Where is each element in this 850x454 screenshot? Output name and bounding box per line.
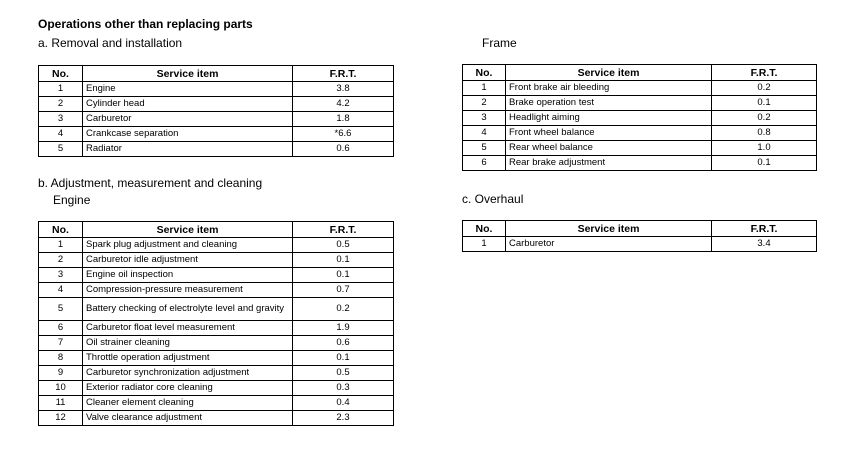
service-item: Carburetor float level measurement xyxy=(83,321,293,336)
row-number: 11 xyxy=(39,396,83,411)
table-row xyxy=(39,112,394,127)
section-b-label: b. Adjustment, measurement and cleaning xyxy=(38,176,263,190)
frt-value: 0.5 xyxy=(293,238,394,253)
frt-value: 0.4 xyxy=(293,396,394,411)
col-frt: F.R.T. xyxy=(293,222,394,238)
frt-value: 1.8 xyxy=(293,112,394,127)
table-row xyxy=(39,411,394,426)
service-item: Carburetor xyxy=(83,112,293,127)
table-row xyxy=(463,141,817,156)
row-number: 12 xyxy=(39,411,83,426)
row-number: 10 xyxy=(39,381,83,396)
frt-value: 2.3 xyxy=(293,411,394,426)
service-item: Radiator xyxy=(83,142,293,157)
frt-value: 1.0 xyxy=(712,141,817,156)
col-service-item: Service item xyxy=(506,221,712,237)
service-item: Rear brake adjustment xyxy=(506,156,712,171)
frt-value: 0.2 xyxy=(293,298,394,321)
table-row xyxy=(39,298,394,321)
col-frt: F.R.T. xyxy=(712,65,817,81)
service-item: Spark plug adjustment and cleaning xyxy=(83,238,293,253)
frt-value: 4.2 xyxy=(293,97,394,112)
frt-value: *6.6 xyxy=(293,127,394,142)
row-number: 5 xyxy=(463,141,506,156)
service-item: Carburetor idle adjustment xyxy=(83,253,293,268)
table-row xyxy=(39,351,394,366)
table-row xyxy=(39,283,394,298)
frt-value: 0.2 xyxy=(712,111,817,126)
engine-table xyxy=(38,221,394,426)
table-row xyxy=(463,111,817,126)
service-item: Oil strainer cleaning xyxy=(83,336,293,351)
col-service-item: Service item xyxy=(83,66,293,82)
frt-value: 0.6 xyxy=(293,142,394,157)
col-no: No. xyxy=(463,221,506,237)
row-number: 3 xyxy=(463,111,506,126)
row-number: 7 xyxy=(39,336,83,351)
row-number: 3 xyxy=(39,112,83,127)
frt-value: 0.7 xyxy=(293,283,394,298)
frt-value: 0.3 xyxy=(293,381,394,396)
table-row xyxy=(39,142,394,157)
service-item: Brake operation test xyxy=(506,96,712,111)
frt-value: 0.1 xyxy=(293,253,394,268)
row-number: 1 xyxy=(463,237,506,252)
service-item: Throttle operation adjustment xyxy=(83,351,293,366)
frt-value: 1.9 xyxy=(293,321,394,336)
service-item: Front wheel balance xyxy=(506,126,712,141)
row-number: 6 xyxy=(39,321,83,336)
row-number: 2 xyxy=(463,96,506,111)
frt-value: 0.1 xyxy=(293,268,394,283)
row-number: 4 xyxy=(39,283,83,298)
table-row xyxy=(39,238,394,253)
service-item: Compression-pressure measurement xyxy=(83,283,293,298)
service-item: Crankcase separation xyxy=(83,127,293,142)
table-row xyxy=(463,126,817,141)
row-number: 5 xyxy=(39,298,83,321)
row-number: 8 xyxy=(39,351,83,366)
table-row xyxy=(463,237,817,252)
service-item: Headlight aiming xyxy=(506,111,712,126)
frt-value: 0.6 xyxy=(293,336,394,351)
row-number: 4 xyxy=(39,127,83,142)
row-number: 6 xyxy=(463,156,506,171)
col-service-item: Service item xyxy=(83,222,293,238)
row-number: 1 xyxy=(463,81,506,96)
frt-value: 0.2 xyxy=(712,81,817,96)
service-item: Rear wheel balance xyxy=(506,141,712,156)
service-item: Engine oil inspection xyxy=(83,268,293,283)
col-frt: F.R.T. xyxy=(293,66,394,82)
col-frt: F.R.T. xyxy=(712,221,817,237)
table-row xyxy=(463,156,817,171)
service-item: Exterior radiator core cleaning xyxy=(83,381,293,396)
frame-label: Frame xyxy=(482,36,517,50)
frt-value: 0.1 xyxy=(293,351,394,366)
col-no: No. xyxy=(39,66,83,82)
frt-value: 0.5 xyxy=(293,366,394,381)
service-item: Battery checking of electrolyte level and gravity xyxy=(83,298,293,321)
service-item: Carburetor synchronization adjustment xyxy=(83,366,293,381)
row-number: 2 xyxy=(39,97,83,112)
table-row xyxy=(463,81,817,96)
frt-value: 3.8 xyxy=(293,82,394,97)
frt-value: 0.8 xyxy=(712,126,817,141)
table-row xyxy=(39,97,394,112)
overhaul-table xyxy=(462,220,817,252)
service-item: Front brake air bleeding xyxy=(506,81,712,96)
row-number: 2 xyxy=(39,253,83,268)
removal-table xyxy=(38,65,394,157)
service-item: Valve clearance adjustment xyxy=(83,411,293,426)
service-item: Cylinder head xyxy=(83,97,293,112)
table-row xyxy=(39,253,394,268)
row-number: 9 xyxy=(39,366,83,381)
row-number: 4 xyxy=(463,126,506,141)
col-no: No. xyxy=(463,65,506,81)
service-item: Engine xyxy=(83,82,293,97)
frame-table xyxy=(462,64,817,171)
engine-label: Engine xyxy=(53,193,91,207)
table-row xyxy=(39,82,394,97)
row-number: 1 xyxy=(39,82,83,97)
row-number: 5 xyxy=(39,142,83,157)
row-number: 1 xyxy=(39,238,83,253)
table-row xyxy=(463,96,817,111)
page-heading: Operations other than replacing parts xyxy=(38,17,253,31)
table-row xyxy=(39,321,394,336)
service-item: Carburetor xyxy=(506,237,712,252)
col-no: No. xyxy=(39,222,83,238)
frt-value: 0.1 xyxy=(712,96,817,111)
table-row xyxy=(39,381,394,396)
section-a-label: a. Removal and installation xyxy=(38,36,183,50)
row-number: 3 xyxy=(39,268,83,283)
table-row xyxy=(39,127,394,142)
col-service-item: Service item xyxy=(506,65,712,81)
table-row xyxy=(39,366,394,381)
table-row xyxy=(39,268,394,283)
section-c-label: c. Overhaul xyxy=(462,192,524,206)
table-row xyxy=(39,336,394,351)
table-row xyxy=(39,396,394,411)
frt-value: 3.4 xyxy=(712,237,817,252)
frt-value: 0.1 xyxy=(712,156,817,171)
service-item: Cleaner element cleaning xyxy=(83,396,293,411)
